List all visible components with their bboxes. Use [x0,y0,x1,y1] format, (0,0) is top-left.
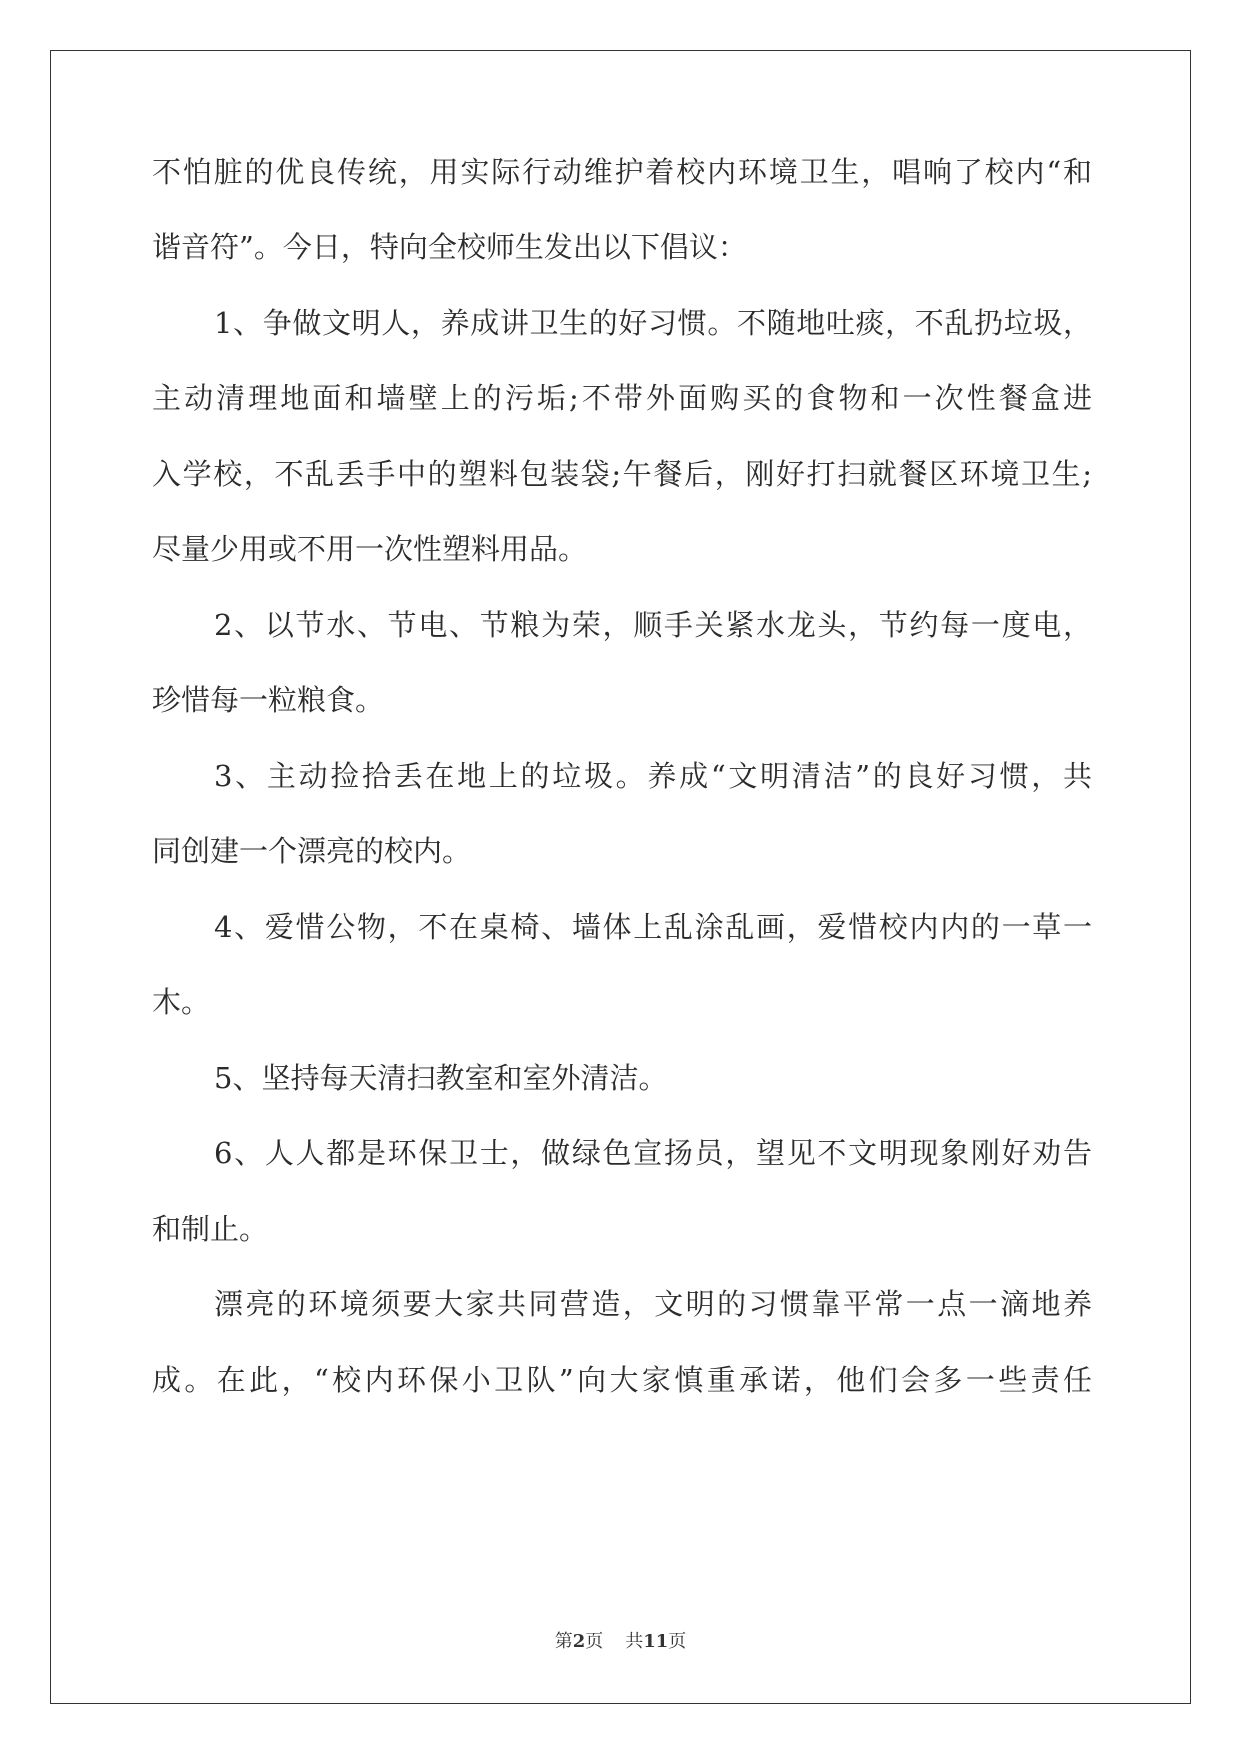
list-item-line: 1、争做文明人，养成讲卫生的好习惯。不随地吐痰，不乱扔垃圾， [214,306,1092,340]
text-line: 同创建一个漂亮的校内。 [152,834,472,868]
text-line: 木。 [152,985,211,1019]
paragraph-line: 漂亮的环境须要大家共同营造，文明的习惯靠平常一点一滴地养 [214,1287,1092,1321]
text-line: 尽量少用或不用一次性塑料用品。 [152,532,588,566]
text-line: 珍惜每一粒粮食。 [152,683,385,717]
list-item-line: 5、坚持每天清扫教室和室外清洁。 [214,1061,668,1095]
text-line: 主动清理地面和墙壁上的污垢;不带外面购买的食物和一次性餐盒进 [152,381,1092,415]
text-line: 不怕脏的优良传统，用实际行动维护着校内环境卫生，唱响了校内“和 [152,155,1092,189]
text-line: 和制止。 [152,1212,269,1246]
total-prefix: 共 [625,1631,644,1652]
page-footer [0,1630,1241,1654]
page-border [50,50,1191,1704]
list-item-line: 3、主动捡拾丢在地上的垃圾。养成“文明清洁”的良好习惯，共 [214,759,1092,793]
total-pages: 11 [643,1631,669,1652]
total-suffix: 页 [668,1631,687,1652]
page-prefix: 第 [554,1631,573,1652]
page-suffix: 页 [585,1631,604,1652]
text-line: 谐音符”。今日，特向全校师生发出以下倡议： [152,230,747,264]
text-line: 入学校，不乱丢手中的塑料包装袋;午餐后，刚好打扫就餐区环境卫生; [152,457,1092,491]
page-number: 2 [572,1631,586,1652]
list-item-line: 6、人人都是环保卫士，做绿色宣扬员，望见不文明现象刚好劝告 [214,1136,1092,1170]
list-item-line: 2、以节水、节电、节粮为荣，顺手关紧水龙头，节约每一度电， [214,608,1092,642]
text-line: 成。在此，“校内环保小卫队”向大家慎重承诺，他们会多一些责任 [152,1363,1092,1397]
list-item-line: 4、爱惜公物，不在桌椅、墙体上乱涂乱画，爱惜校内内的一草一 [214,910,1092,944]
